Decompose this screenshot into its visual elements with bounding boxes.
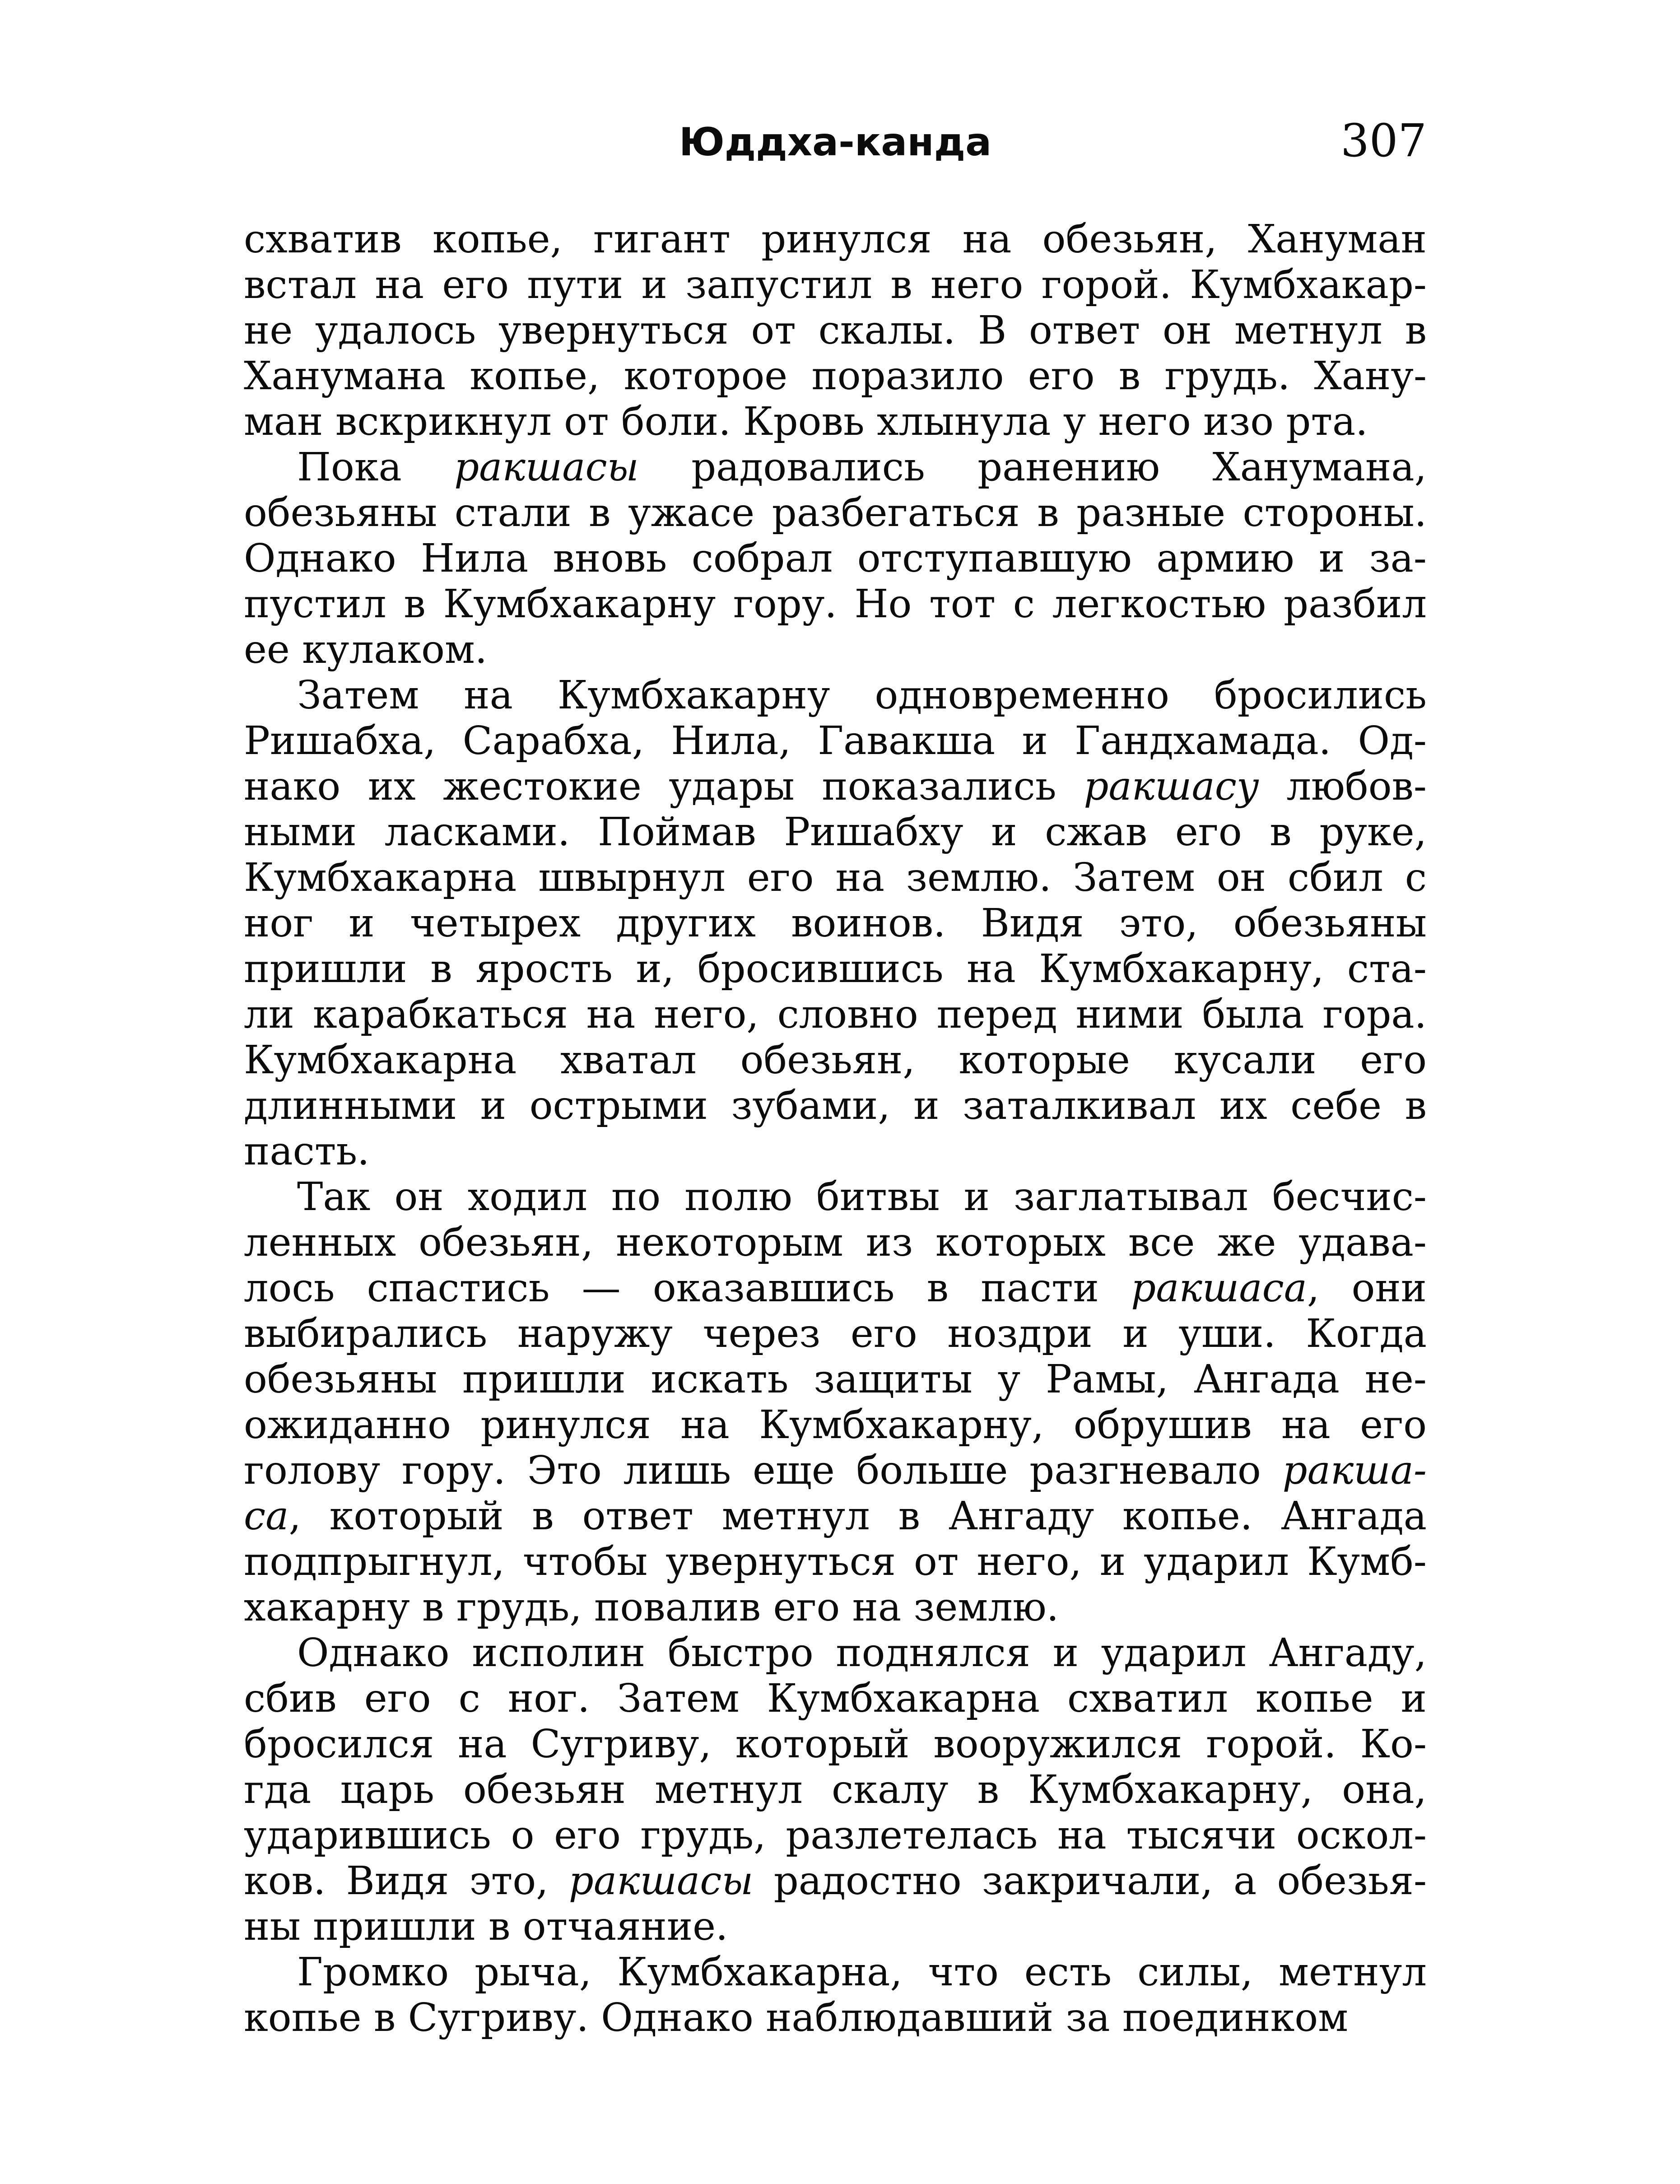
paragraph xyxy=(244,673,1427,1174)
text-line xyxy=(244,1722,1427,1767)
text-run: Пока xyxy=(297,445,455,490)
text-line xyxy=(244,1357,1427,1402)
text-line xyxy=(244,810,1427,855)
text-run: ными ласками. Поймав Ришабху и сжав его в руке, xyxy=(244,810,1427,855)
text-run: подпрыгнул, чтобы увернуться от него, и ударил Кумб- xyxy=(244,1539,1427,1584)
running-title: Юддха-канда xyxy=(679,120,992,165)
text-run: нако их жестокие удары показались xyxy=(244,764,1084,809)
text-run: голову гору. Это лишь еще больше разгневало xyxy=(244,1448,1283,1493)
italic-term: ракшасы xyxy=(568,1858,754,1904)
text-line xyxy=(244,1767,1427,1813)
page-number: 307 xyxy=(1340,114,1427,167)
text-run: схватив копье, гигант ринулся на обезьян, Хануман xyxy=(244,217,1427,262)
text-line xyxy=(244,1904,1427,1950)
text-line xyxy=(244,1083,1427,1129)
paragraph xyxy=(244,445,1427,673)
text-run: пасть. xyxy=(244,1129,370,1174)
text-run: копье в Сугриву. Однако наблюдавший за поединком xyxy=(244,1995,1349,2040)
text-run: ударившись о его грудь, разлетелась на тысячи оскол- xyxy=(244,1813,1427,1858)
page-header xyxy=(244,113,1427,203)
text-line xyxy=(244,399,1427,445)
text-run: любов- xyxy=(1259,764,1427,809)
text-line xyxy=(244,1494,1427,1539)
text-run: ожиданно ринулся на Кумбхакарну, обрушив на его xyxy=(244,1402,1427,1448)
text-run: пришли в ярость и, бросившись на Кумбхакарну, ста- xyxy=(244,946,1427,992)
text-line xyxy=(244,490,1427,536)
text-run: встал на его пути и запустил в него горой. Кумбхакар- xyxy=(244,262,1427,307)
text-run: Кумбхакарна хватал обезьян, которые кусали его xyxy=(244,1038,1427,1083)
text-run: Однако Нила вновь собрал отступавшую армию и за- xyxy=(244,536,1427,581)
paragraph xyxy=(244,1950,1427,2041)
text-line xyxy=(244,1630,1427,1676)
text-run: Затем на Кумбхакарну одновременно бросились xyxy=(297,673,1427,718)
text-run: радовались ранению Ханумана, xyxy=(638,445,1427,490)
text-line xyxy=(244,1539,1427,1585)
text-run: длинными и острыми зубами, и заталкивал их себе в xyxy=(244,1083,1427,1128)
text-line xyxy=(244,855,1427,901)
text-line xyxy=(244,946,1427,992)
text-line xyxy=(244,1950,1427,1995)
text-line xyxy=(244,764,1427,810)
text-run: ее кулаком. xyxy=(244,627,488,672)
text-line xyxy=(244,1402,1427,1448)
paragraph xyxy=(244,1630,1427,1950)
text-line xyxy=(244,1676,1427,1722)
text-line xyxy=(244,901,1427,946)
text-line xyxy=(244,1995,1427,2041)
text-run: ман вскрикнул от боли. Кровь хлынула у него изо рта. xyxy=(244,399,1368,444)
text-run: Кумбхакарна швырнул его на землю. Затем он сбил с xyxy=(244,855,1427,900)
text-line xyxy=(244,992,1427,1038)
text-line xyxy=(244,1266,1427,1311)
italic-term: ракшасы xyxy=(454,445,639,490)
text-line xyxy=(244,1585,1427,1630)
text-run: обезьяны пришли искать защиты у Рамы, Ангада не- xyxy=(244,1357,1427,1402)
body-text xyxy=(244,217,1427,2091)
text-run: сбив его с ног. Затем Кумбхакарна схватил копье и xyxy=(244,1676,1427,1721)
text-run: ног и четырех других воинов. Видя это, обезьяны xyxy=(244,901,1427,946)
text-line xyxy=(244,1858,1427,1904)
text-line xyxy=(244,582,1427,627)
text-run: ны пришли в отчаяние. xyxy=(244,1904,728,1949)
text-run: , который в ответ метнул в Ангаду копье. Ангада xyxy=(289,1494,1427,1539)
text-line xyxy=(244,445,1427,490)
text-run: Ришабха, Сарабха, Нила, Гавакша и Гандхамада. Од- xyxy=(244,718,1427,764)
text-run: выбирались наружу через его ноздри и уши. Когда xyxy=(244,1311,1427,1356)
text-run: радостно закричали, а обезья- xyxy=(753,1858,1427,1904)
italic-term: ракшаса xyxy=(1131,1266,1308,1311)
text-line xyxy=(244,1813,1427,1858)
paragraph xyxy=(244,1174,1427,1630)
text-run: гда царь обезьян метнул скалу в Кумбхакарну, она, xyxy=(244,1767,1427,1812)
text-line xyxy=(244,673,1427,718)
text-run: ков. Видя это, xyxy=(244,1858,569,1904)
text-run: бросился на Сугриву, который вооружился горой. Ко- xyxy=(244,1722,1427,1767)
text-line xyxy=(244,1174,1427,1220)
text-run: Однако исполин быстро поднялся и ударил Ангаду, xyxy=(297,1630,1427,1676)
text-run: Так он ходил по полю битвы и заглатывал бесчис- xyxy=(297,1174,1427,1220)
text-run: обезьяны стали в ужасе разбегаться в разные стороны. xyxy=(244,490,1427,536)
text-run: ленных обезьян, некоторым из которых все же удава- xyxy=(244,1220,1427,1265)
text-run: , они xyxy=(1307,1266,1427,1311)
text-line xyxy=(244,308,1427,354)
text-line xyxy=(244,1129,1427,1174)
text-line xyxy=(244,627,1427,673)
text-line xyxy=(244,354,1427,399)
italic-term: ракшасу xyxy=(1084,764,1259,809)
text-run: лось спастись — оказавшись в пасти xyxy=(244,1266,1131,1311)
text-line xyxy=(244,1220,1427,1266)
text-run: Ханумана копье, которое поразило его в грудь. Хану- xyxy=(244,354,1427,399)
text-run: не удалось увернуться от скалы. В ответ он метнул в xyxy=(244,308,1427,353)
text-line xyxy=(244,1448,1427,1494)
paragraph xyxy=(244,217,1427,445)
text-line xyxy=(244,262,1427,308)
text-line xyxy=(244,217,1427,262)
text-run: Громко рыча, Кумбхакарна, что есть силы, метнул xyxy=(297,1950,1427,1995)
text-run: пустил в Кумбхакарну гору. Но тот с легкостью разбил xyxy=(244,582,1427,627)
italic-term: ракша- xyxy=(1282,1448,1427,1493)
italic-term: са xyxy=(244,1494,289,1539)
text-line xyxy=(244,536,1427,582)
text-line xyxy=(244,718,1427,764)
text-run: ли карабкаться на него, словно перед ними была гора. xyxy=(244,992,1427,1037)
text-run: хакарну в грудь, повалив его на землю. xyxy=(244,1585,1059,1630)
text-line xyxy=(244,1038,1427,1083)
text-line xyxy=(244,1311,1427,1357)
